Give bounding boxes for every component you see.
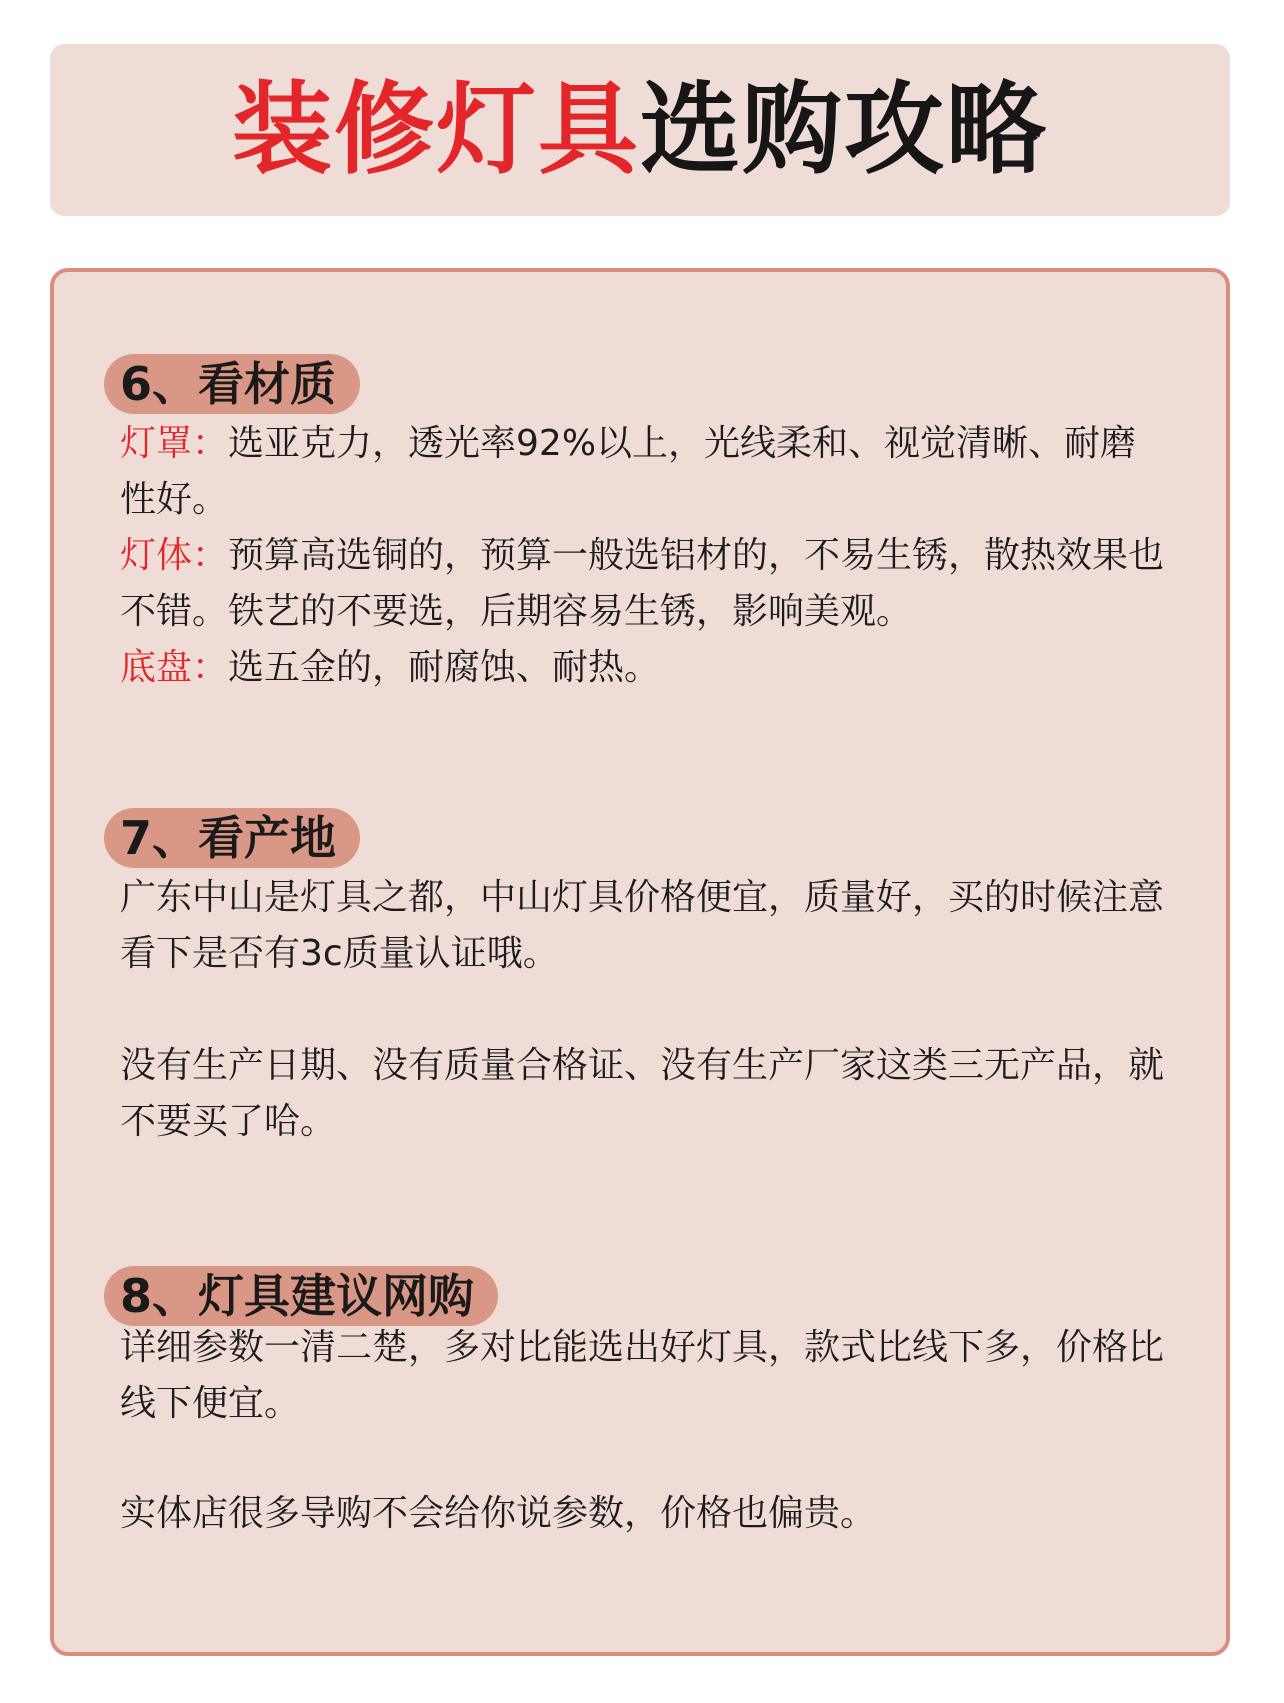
material-item-lampshade	[120, 416, 1170, 528]
title-black-part: 选购攻略	[640, 71, 1048, 188]
section-title-material: 6、看材质	[104, 354, 360, 414]
section-title-origin: 7、看产地	[104, 808, 360, 868]
material-item-lamp-body	[120, 528, 1170, 640]
title-banner	[50, 44, 1230, 216]
page-title	[232, 71, 1048, 188]
item-text: 预算高选铜的，预算一般选铝材的，不易生锈，散热效果也不错。铁艺的不要选，后期容易生锈，影响美观。	[120, 535, 1165, 632]
origin-paragraph-1: 广东中山是灯具之都，中山灯具价格便宜，质量好，买的时候注意看下是否有3c质量认证哦。	[120, 877, 1165, 974]
online-paragraph-1: 详细参数一清二楚，多对比能选出好灯具，款式比线下多，价格比线下便宜。	[120, 1327, 1165, 1424]
material-item-base	[120, 640, 1170, 696]
item-text: 选亚克力，透光率92%以上，光线柔和、视觉清晰、耐磨性好。	[120, 423, 1137, 520]
origin-paragraph-2: 没有生产日期、没有质量合格证、没有生产厂家这类三无产品，就不要买了哈。	[120, 1045, 1165, 1142]
item-label: 灯体：	[120, 535, 229, 576]
item-label: 底盘：	[120, 647, 229, 688]
online-paragraph-2: 实体店很多导购不会给你说参数，价格也偏贵。	[120, 1493, 877, 1534]
item-text: 选五金的，耐腐蚀、耐热。	[228, 647, 661, 688]
content-card	[50, 268, 1230, 1656]
title-red-part: 装修灯具	[232, 71, 640, 188]
item-label: 灯罩：	[120, 423, 229, 464]
section-title-online-shopping: 8、灯具建议网购	[104, 1266, 498, 1326]
